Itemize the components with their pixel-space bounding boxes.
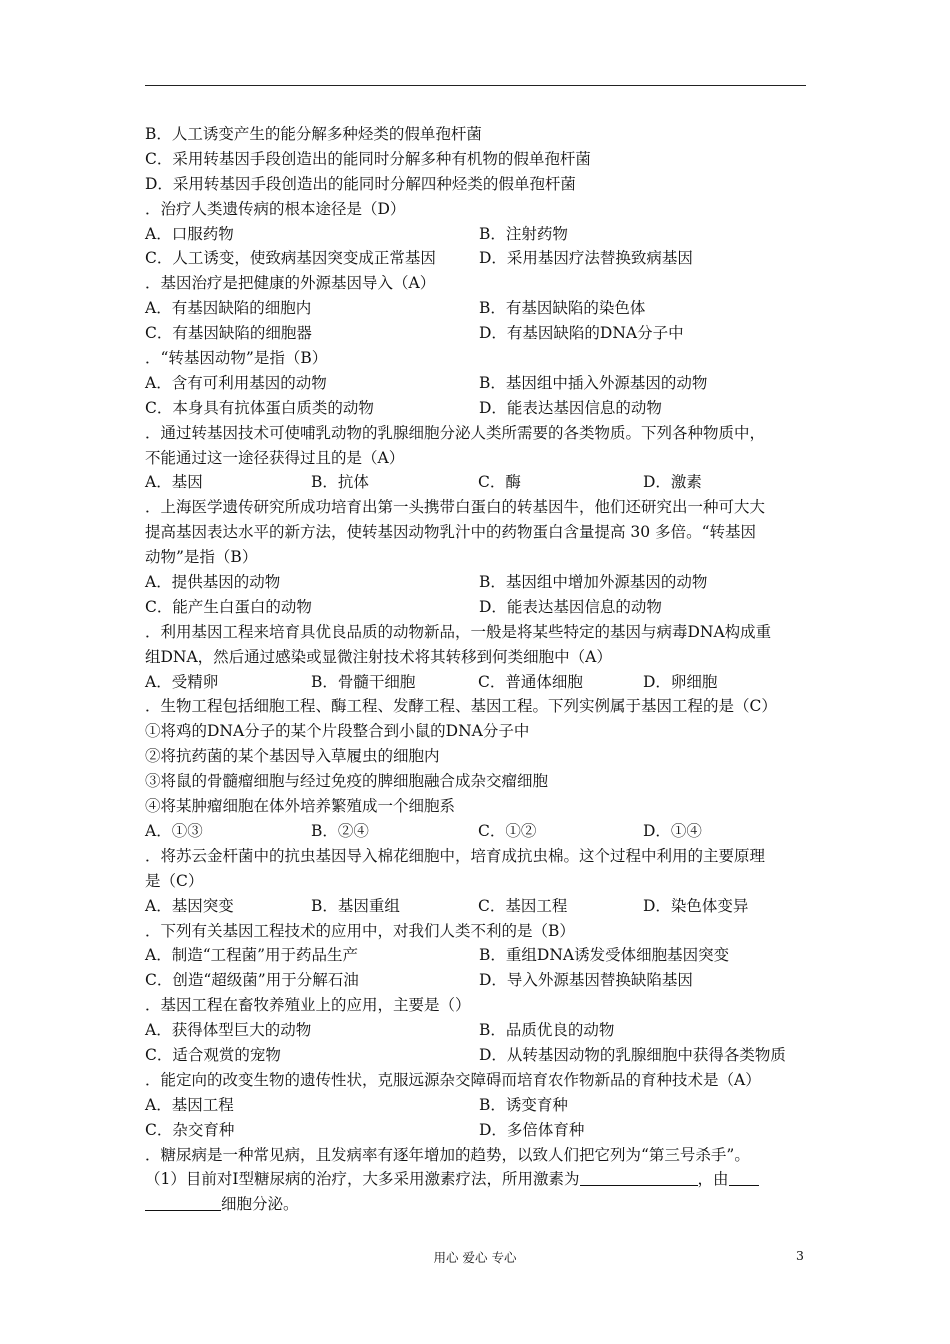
option-text: C．酶 bbox=[478, 473, 521, 492]
option-text: A．①③ bbox=[145, 821, 203, 840]
line-text: 不能通过这一途径获得过且的是（A） bbox=[145, 448, 405, 467]
option-text: D．卵细胞 bbox=[643, 672, 718, 691]
line-text: ．“转基因动物”是指（B） bbox=[145, 349, 328, 368]
option-text: A．获得体型巨大的动物 bbox=[145, 1021, 312, 1040]
line-text: ，由 bbox=[697, 1170, 729, 1189]
line-text: 动物”是指（B） bbox=[145, 548, 258, 567]
line-text: 提高基因表达水平的新方法，使转基因动物乳汁中的药物蛋白含量提高 30 多倍。“转基因 bbox=[145, 523, 757, 542]
text-line bbox=[145, 545, 810, 570]
option-text: D．①④ bbox=[643, 821, 702, 840]
line-text: 细胞分泌。 bbox=[221, 1195, 299, 1214]
text-line bbox=[145, 620, 810, 645]
option-text: B．诱变育种 bbox=[479, 1095, 568, 1114]
option-text: D．有基因缺陷的DNA分子中 bbox=[479, 324, 684, 343]
option-text: C．杂交育种 bbox=[145, 1120, 235, 1139]
text-line bbox=[145, 1143, 810, 1168]
line-text: D．采用转基因手段创造出的能同时分解四种烃类的假单孢杆菌 bbox=[145, 174, 576, 193]
text-line bbox=[145, 744, 810, 769]
text-line bbox=[145, 794, 810, 819]
option-text: A．有基因缺陷的细胞内 bbox=[145, 299, 312, 318]
line-text: ．能定向的改变生物的遗传性状，克服远源杂交障碍而培育农作物新品的育种技术是（A） bbox=[145, 1070, 761, 1089]
option-text: C．创造“超级菌”用于分解石油 bbox=[145, 971, 359, 990]
text-line bbox=[145, 919, 810, 944]
line-text: ．糖尿病是一种常见病，且发病率有逐年增加的趋势，以致人们把它列为“第三号杀手”。 bbox=[145, 1145, 750, 1164]
option-text: C．基因工程 bbox=[478, 896, 568, 915]
answer-blank bbox=[145, 1194, 221, 1211]
option-text: D．多倍体育种 bbox=[479, 1120, 585, 1139]
line-text: C．采用转基因手段创造出的能同时分解多种有机物的假单孢杆菌 bbox=[145, 149, 591, 168]
option-text: C．适合观赏的宠物 bbox=[145, 1045, 281, 1064]
option-text: B．②④ bbox=[311, 821, 369, 840]
line-text: ．基因工程在畜牧养殖业上的应用，主要是（） bbox=[145, 996, 471, 1015]
text-line bbox=[145, 421, 810, 446]
line-text: B．人工诱变产生的能分解多种烃类的假单孢杆菌 bbox=[145, 125, 482, 143]
text-line bbox=[145, 645, 810, 670]
line-text: ．治疗人类遗传病的根本途径是（D） bbox=[145, 199, 406, 218]
line-text: ．通过转基因技术可使哺乳动物的乳腺细胞分泌人类所需要的各类物质。下列各种物质中， bbox=[145, 423, 766, 442]
option-text: C．①② bbox=[478, 821, 537, 840]
text-line bbox=[145, 869, 810, 894]
line-text: ．下列有关基因工程技术的应用中，对我们人类不利的是（B） bbox=[145, 921, 575, 940]
option-text: B．抗体 bbox=[311, 473, 369, 492]
option-text: C．有基因缺陷的细胞器 bbox=[145, 324, 312, 343]
option-text: A．受精卵 bbox=[145, 672, 219, 691]
option-text: B．重组DNA诱发受体细胞基因突变 bbox=[479, 946, 730, 965]
text-line bbox=[145, 1118, 810, 1143]
text-line bbox=[145, 595, 810, 620]
text-line bbox=[145, 147, 810, 172]
answer-blank bbox=[580, 1169, 698, 1186]
option-text: C．普通体细胞 bbox=[478, 672, 583, 691]
text-line bbox=[145, 769, 810, 794]
option-text: B．基因组中增加外源基因的动物 bbox=[479, 573, 708, 592]
option-text: C．本身具有抗体蛋白质类的动物 bbox=[145, 398, 374, 417]
page-number: 3 bbox=[796, 1248, 804, 1263]
line-text: ①将鸡的DNA分子的某个片段整合到小鼠的DNA分子中 bbox=[145, 722, 530, 741]
text-line bbox=[145, 246, 810, 271]
text-line bbox=[145, 819, 810, 844]
text-line bbox=[145, 1043, 810, 1068]
option-text: C．能产生白蛋白的动物 bbox=[145, 597, 312, 616]
option-text: A．制造“工程菌”用于药品生产 bbox=[145, 946, 359, 965]
text-line bbox=[145, 371, 810, 396]
option-text: A．基因突变 bbox=[145, 896, 234, 915]
option-text: A．口服药物 bbox=[145, 224, 234, 243]
line-text: ．利用基因工程来培育具优良品质的动物新品，一般是将某些特定的基因与病毒DNA构成重 bbox=[145, 622, 772, 641]
option-text: A．含有可利用基因的动物 bbox=[145, 373, 327, 392]
option-text: D．导入外源基因替换缺陷基因 bbox=[479, 971, 693, 990]
text-line bbox=[145, 570, 810, 595]
footer-slogan: 用心 爱心 专心 bbox=[433, 1250, 517, 1265]
text-line bbox=[145, 1093, 810, 1118]
option-text: B．有基因缺陷的染色体 bbox=[479, 299, 646, 318]
text-line bbox=[145, 271, 810, 296]
option-text: D．从转基因动物的乳腺细胞中获得各类物质 bbox=[479, 1045, 786, 1064]
text-line bbox=[145, 346, 810, 371]
text-line bbox=[145, 222, 810, 247]
text-line bbox=[145, 670, 810, 695]
option-text: B．基因组中插入外源基因的动物 bbox=[479, 373, 708, 392]
option-text: A．基因工程 bbox=[145, 1095, 234, 1114]
line-text: 组DNA，然后通过感染或显微注射技术将其转移到何类细胞中（A） bbox=[145, 647, 612, 666]
option-text: D．能表达基因信息的动物 bbox=[479, 398, 662, 417]
fill-line bbox=[145, 1167, 810, 1192]
line-text: ．上海医学遗传研究所成功培育出第一头携带白蛋白的转基因牛，他们还研究出一种可大大 bbox=[145, 498, 766, 517]
text-line bbox=[145, 197, 810, 222]
text-line bbox=[145, 296, 810, 321]
line-text: （1）目前对Ⅰ型糖尿病的治疗，大多采用激素疗法，所用激素为 bbox=[145, 1170, 580, 1189]
option-text: C．人工诱变，使致病基因突变成正常基因 bbox=[145, 249, 436, 268]
text-line bbox=[145, 470, 810, 495]
fill-line bbox=[145, 1192, 810, 1217]
option-text: B．骨髓干细胞 bbox=[311, 672, 416, 691]
option-text: B．基因重组 bbox=[311, 896, 400, 915]
text-line bbox=[145, 719, 810, 744]
header-rule bbox=[145, 85, 806, 86]
option-text: D．能表达基因信息的动物 bbox=[479, 597, 662, 616]
option-text: D．激素 bbox=[643, 473, 702, 492]
text-line bbox=[145, 1068, 810, 1093]
text-line bbox=[145, 1018, 810, 1043]
text-line bbox=[145, 694, 810, 719]
text-line bbox=[145, 122, 810, 147]
option-text: B．品质优良的动物 bbox=[479, 1021, 615, 1040]
line-text: ③将鼠的骨髓瘤细胞与经过免疫的脾细胞融合成杂交瘤细胞 bbox=[145, 772, 549, 791]
text-line bbox=[145, 396, 810, 421]
text-line bbox=[145, 495, 810, 520]
line-text: ．生物工程包括细胞工程、酶工程、发酵工程、基因工程。下列实例属于基因工程的是（C） bbox=[145, 697, 777, 716]
option-text: D．染色体变异 bbox=[643, 896, 749, 915]
text-line bbox=[145, 993, 810, 1018]
option-text: D．采用基因疗法替换致病基因 bbox=[479, 249, 693, 268]
answer-blank bbox=[729, 1169, 759, 1186]
text-line bbox=[145, 894, 810, 919]
text-line bbox=[145, 520, 810, 545]
option-text: A．基因 bbox=[145, 473, 203, 492]
option-text: A．提供基因的动物 bbox=[145, 573, 281, 592]
option-text: B．注射药物 bbox=[479, 224, 568, 243]
line-text: ④将某肿瘤细胞在体外培养繁殖成一个细胞系 bbox=[145, 797, 456, 816]
text-line bbox=[145, 844, 810, 869]
text-line bbox=[145, 943, 810, 968]
page-footer bbox=[0, 1248, 950, 1268]
line-text: 是（C） bbox=[145, 871, 204, 890]
text-line bbox=[145, 172, 810, 197]
document-body bbox=[145, 122, 810, 1217]
line-text: ．将苏云金杆菌中的抗虫基因导入棉花细胞中，培育成抗虫棉。这个过程中利用的主要原理 bbox=[145, 846, 766, 865]
line-text: ．基因治疗是把健康的外源基因导入（A） bbox=[145, 274, 436, 293]
text-line bbox=[145, 446, 810, 471]
line-text: ②将抗药菌的某个基因导入草履虫的细胞内 bbox=[145, 747, 440, 766]
text-line bbox=[145, 968, 810, 993]
text-line bbox=[145, 321, 810, 346]
